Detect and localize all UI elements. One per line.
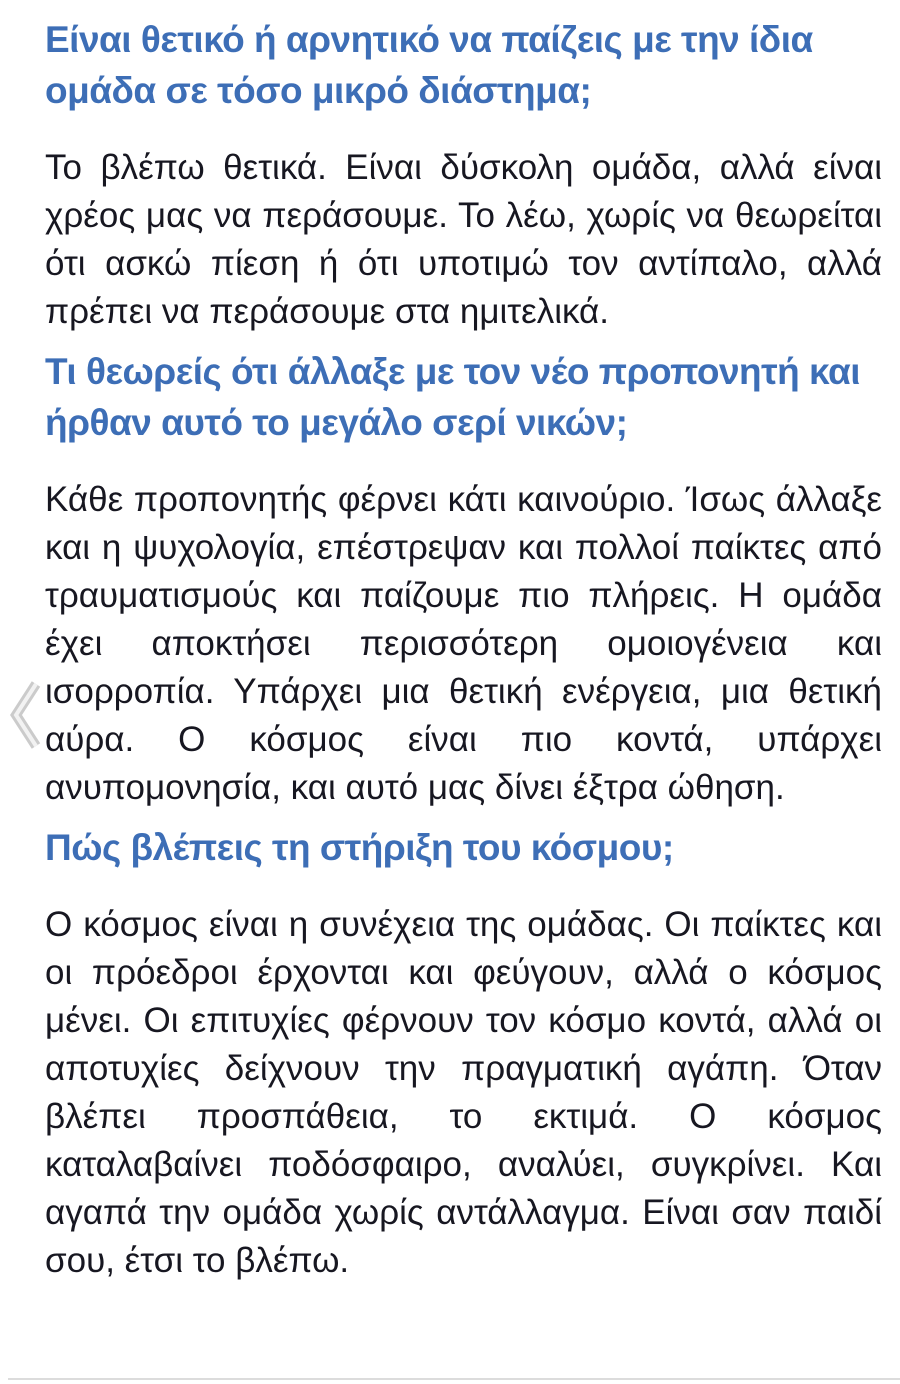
question-heading: Είναι θετικό ή αρνητικό να παίζεις με την ίδια ομάδα σε τόσο μικρό διάστημα; — [45, 19, 813, 111]
interview-section — [45, 822, 882, 1285]
answer-paragraph: Ο κόσμος είναι η συνέχεια της ομάδας. Οι παίκτες και οι πρόεδροι έρχονται και φεύγουν, αλλά ο κόσμος μένει. Οι επιτυχίες φέρνουν τον κόσμο κοντά, αλλά οι αποτυχίες δείχνουν την πραγματική αγάπη. Όταν βλέπει προσπάθεια, το εκτιμά. Ο κόσμος καταλαβαίνει ποδόσφαιρο, αναλύει, συγκρίνει. Και αγαπά την ομάδα χωρίς αντάλλαγμα. Είναι σαν παιδί σου, έτσι το βλέπω. — [45, 905, 882, 1280]
bottom-divider — [8, 1378, 900, 1380]
carousel-prev-button[interactable] — [6, 676, 44, 754]
answer-paragraph: Το βλέπω θετικά. Είναι δύσκολη ομάδα, αλλά είναι χρέος μας να περάσουμε. Το λέω, χωρίς να θεωρείται ότι ασκώ πίεση ή ότι υποτιμώ τον αντίπαλο, αλλά πρέπει να περάσουμε στα ημιτελικά. — [45, 148, 882, 331]
chevron-left-icon — [6, 676, 44, 754]
question-heading: Πώς βλέπεις τη στήριξη του κόσμου; — [45, 827, 674, 868]
question-heading: Τι θεωρείς ότι άλλαξε με τον νέο προπονητή και ήρθαν αυτό το μεγάλο σερί νικών; — [45, 351, 860, 443]
interview-section — [45, 14, 882, 336]
article-content — [45, 14, 882, 1285]
answer-paragraph: Κάθε προπονητής φέρνει κάτι καινούριο. Ίσως άλλαξε και η ψυχολογία, επέστρεψαν και πολλοί παίκτες από τραυματισμούς και παίζουμε πιο πλήρεις. Η ομάδα έχει αποκτήσει περισσότερη ομοιογένεια και ισορροπία. Υπάρχει μια θετική ενέργεια, μια θετική αύρα. Ο κόσμος είναι πιο κοντά, υπάρχει ανυπομονησία, και αυτό μας δίνει έξτρα ώθηση. — [45, 480, 882, 807]
interview-section — [45, 346, 882, 812]
